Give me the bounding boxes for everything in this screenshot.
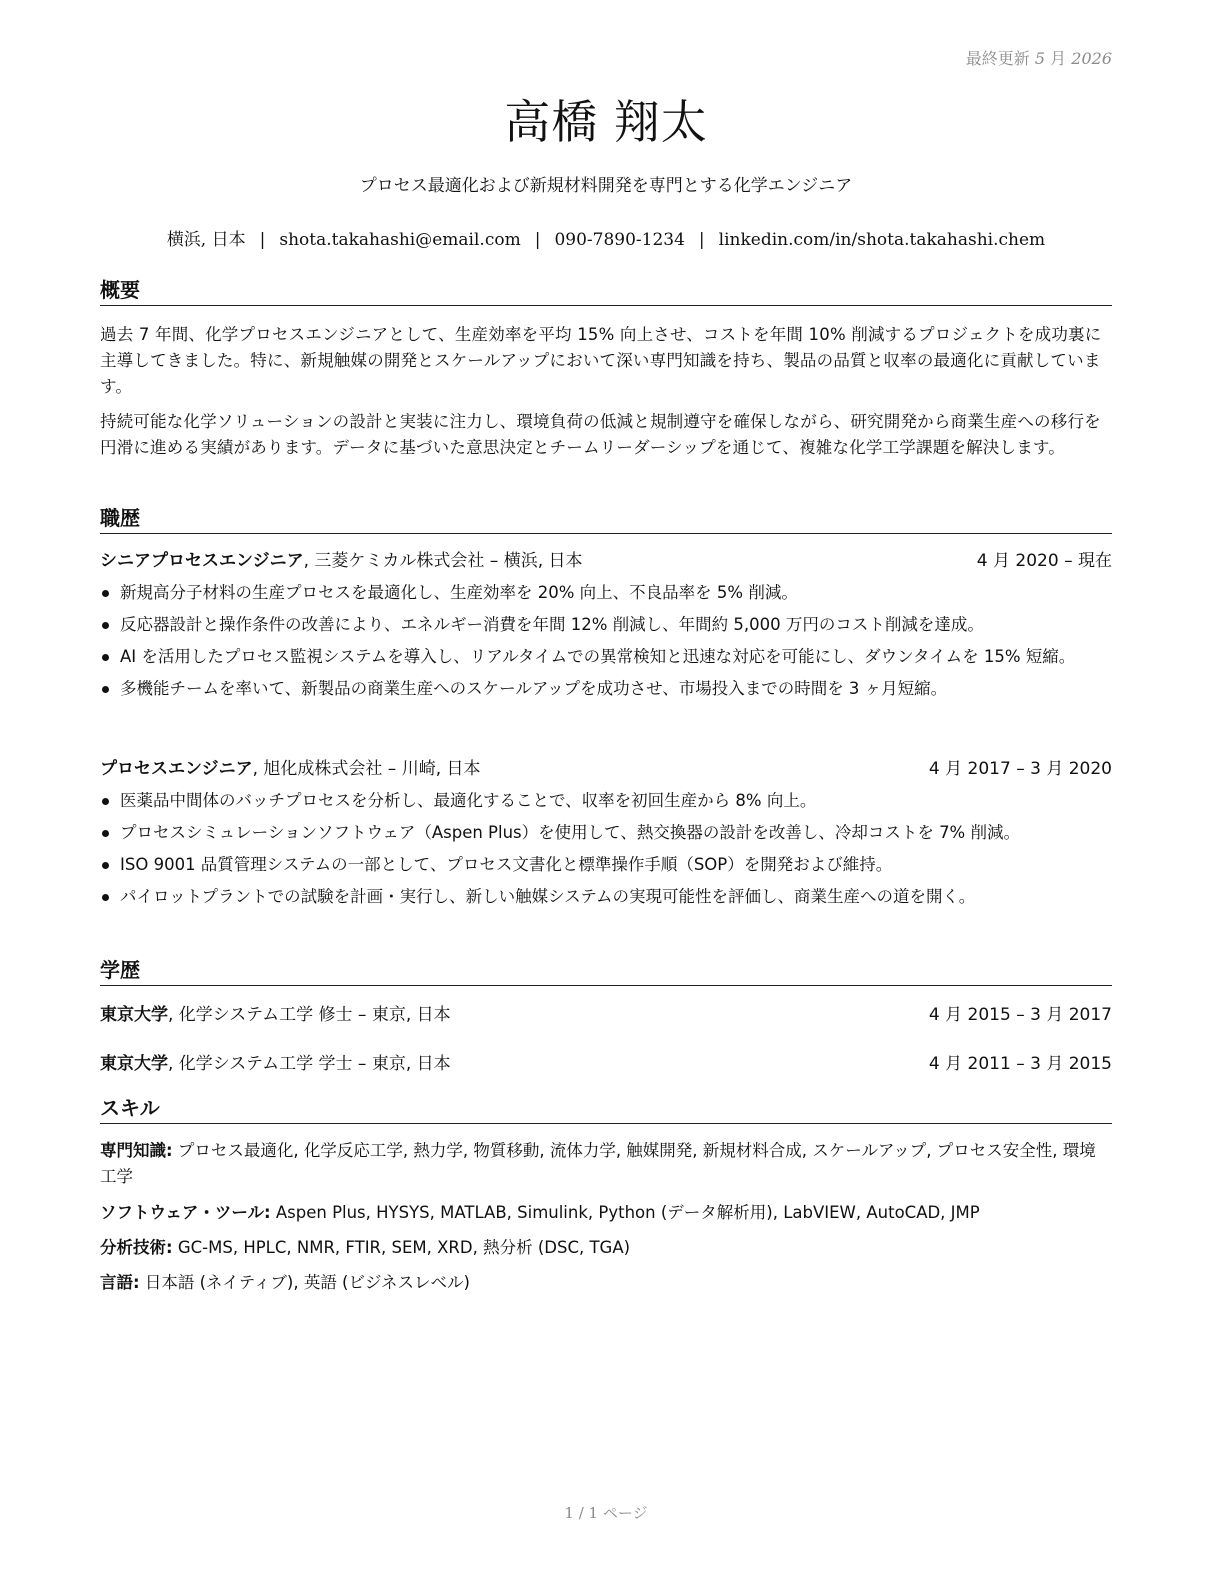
contact-separator: | — [534, 230, 541, 250]
contact-linkedin[interactable]: linkedin.com/in/shota.takahashi.chem — [718, 230, 1046, 250]
list-item — [100, 788, 1112, 813]
contact-location: 横浜, 日本 — [166, 230, 246, 250]
job-dates: 4 月 2020 – 現在 — [976, 551, 1112, 571]
skill-value: 日本語 (ネイティブ), 英語 (ビジネスレベル) — [139, 1273, 470, 1292]
bullet-text: パイロットプラントでの試験を計画・実行し、新しい触媒システムの実現可能性を評価し、商業生産への道を開く。 — [120, 887, 976, 906]
bullet-text: 新規高分子材料の生産プロセスを最適化し、生産効率を 20% 向上、不良品率を 5% 削減。 — [120, 583, 798, 602]
last-updated-label: 最終更新 — [965, 49, 1030, 68]
list-item — [100, 580, 1112, 605]
bullet-dot — [102, 590, 109, 597]
contact-email[interactable]: shota.takahashi@email.com — [279, 230, 521, 250]
bullet-text: プロセスシミュレーションソフトウェア（Aspen Plus）を使用して、熱交換器の設計を改善し、冷却コストを 7% 削減。 — [120, 823, 1020, 842]
list-item — [100, 644, 1112, 669]
section-title-skills: スキル — [100, 1095, 1112, 1124]
page-indicator: 1 / 1 ページ — [564, 1504, 648, 1522]
list-item — [100, 852, 1112, 877]
last-updated-month-unit: 月 — [1050, 49, 1067, 68]
bullet-dot — [102, 654, 109, 661]
skill-label: 分析技術: — [100, 1238, 173, 1257]
job-company: , 三菱ケミカル株式会社 – 横浜, 日本 — [303, 551, 583, 571]
bullet-dot — [102, 686, 109, 693]
skill-label: 言語: — [100, 1273, 140, 1292]
summary-paragraph-2: 持続可能な化学ソリューションの設計と実装に注力し、環境負荷の低減と規制遵守を確保しながら、研究開発から商業生産への移行を円滑に進める実績があります。データに基づいた意思決定とチームリーダーシップを通じて、複雑な化学工学課題を解決します。 — [100, 412, 1101, 457]
bullet-text: 反応器設計と操作条件の改善により、エネルギー消費を年間 12% 削減し、年間約 5,000 万円のコスト削減を達成。 — [120, 615, 984, 634]
skill-line-expertise — [100, 1138, 1112, 1190]
skill-label: ソフトウェア・ツール: — [100, 1203, 271, 1222]
job-role: シニアプロセスエンジニア — [100, 551, 304, 571]
skill-value: Aspen Plus, HYSYS, MATLAB, Simulink, Python (データ解析用), LabVIEW, AutoCAD, JMP — [270, 1203, 980, 1222]
education-dates: 4 月 2011 – 3 月 2015 — [928, 1054, 1112, 1074]
list-item — [100, 884, 1112, 909]
contact-line — [100, 225, 1112, 250]
skill-line-software — [100, 1200, 1112, 1226]
education-school: 東京大学 — [100, 1005, 168, 1025]
contact-phone: 090-7890-1234 — [554, 230, 685, 250]
bullet-dot — [102, 862, 109, 869]
list-item — [100, 612, 1112, 637]
education-school: 東京大学 — [100, 1054, 168, 1074]
last-updated — [966, 46, 1112, 69]
bullet-text: 多機能チームを率いて、新製品の商業生産へのスケールアップを成功させ、市場投入までの時間を 3 ヶ月短縮。 — [120, 679, 948, 698]
bullet-dot — [102, 894, 109, 901]
skill-line-analysis — [100, 1235, 1112, 1261]
education-detail: , 化学システム工学 修士 – 東京, 日本 — [168, 1005, 451, 1025]
tagline: プロセス最適化および新規材料開発を専門とする化学エンジニア — [359, 176, 853, 196]
job-role: プロセスエンジニア — [100, 759, 253, 779]
job-company: , 旭化成株式会社 – 川崎, 日本 — [252, 759, 481, 779]
bullet-dot — [102, 622, 109, 629]
job-bullets — [100, 580, 1112, 708]
bullet-text: ISO 9001 品質管理システムの一部として、プロセス文書化と標準操作手順（SOP）を開発および維持。 — [120, 855, 893, 874]
contact-separator: | — [698, 230, 705, 250]
education-detail: , 化学システム工学 学士 – 東京, 日本 — [168, 1054, 451, 1074]
skill-value: プロセス最適化, 化学反応工学, 熱力学, 物質移動, 流体力学, 触媒開発, 新規材料合成, スケールアップ, プロセス安全性, 環境工学 — [100, 1141, 1096, 1186]
list-item — [100, 820, 1112, 845]
section-title-experience: 職歴 — [100, 505, 1112, 534]
bullet-dot — [102, 798, 109, 805]
last-updated-year: 2026 — [1071, 49, 1112, 68]
list-item — [100, 676, 1112, 701]
section-title-education: 学歴 — [100, 957, 1112, 986]
bullet-text: 医薬品中間体のバッチプロセスを分析し、最適化することで、収率を初回生産から 8% 向上。 — [120, 791, 817, 810]
bullet-dot — [102, 830, 109, 837]
candidate-name: 高橋 翔太 — [504, 95, 708, 149]
contact-separator: | — [259, 230, 266, 250]
education-dates: 4 月 2015 – 3 月 2017 — [928, 1005, 1112, 1025]
skill-value: GC-MS, HPLC, NMR, FTIR, SEM, XRD, 熱分析 (DSC, TGA) — [172, 1238, 631, 1257]
section-title-summary: 概要 — [100, 277, 1112, 306]
job-bullets — [100, 788, 1112, 916]
skill-line-languages — [100, 1270, 1112, 1296]
bullet-text: AI を活用したプロセス監視システムを導入し、リアルタイムでの異常検知と迅速な対応を可能にし、ダウンタイムを 15% 短縮。 — [120, 647, 1076, 666]
summary-paragraph-1: 過去 7 年間、化学プロセスエンジニアとして、生産効率を平均 15% 向上させ、コストを年間 10% 削減するプロジェクトを成功裏に主導してきました。特に、新規触媒の開発とスケールアップにおいて深い専門知識を持ち、製品の品質と収率の最適化に貢献しています。 — [100, 325, 1102, 396]
last-updated-month: 5 — [1034, 49, 1046, 68]
resume-page — [100, 0, 1112, 1584]
skill-label: 専門知識: — [100, 1141, 173, 1160]
job-dates: 4 月 2017 – 3 月 2020 — [928, 759, 1112, 779]
